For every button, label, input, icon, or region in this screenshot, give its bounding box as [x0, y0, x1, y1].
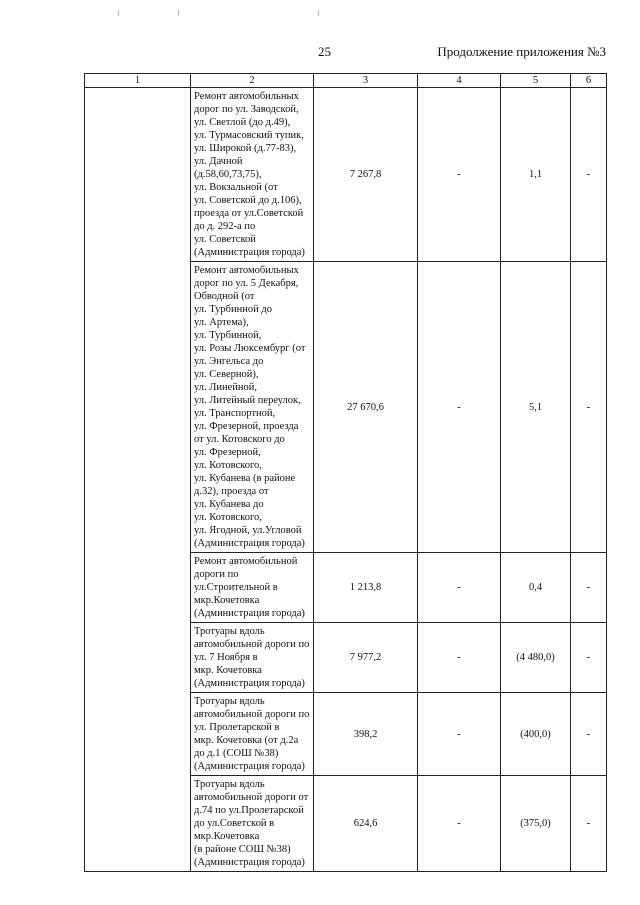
description-line: (Администрация города) [194, 247, 305, 258]
description-line: ул. Турбинной до [194, 304, 272, 315]
description-line: ул. Фрезерной, [194, 447, 261, 458]
description-line: ул. Энгельса до [194, 356, 264, 367]
description-line: дорог по ул. 5 Декабря, [194, 278, 299, 289]
description-line: от ул. Котовского до [194, 434, 285, 445]
description-line: до д. 292-а по [194, 221, 256, 232]
value-cell-c5: 0,4 [501, 553, 571, 623]
table-row [85, 88, 607, 262]
value-cell-c5: 5,1 [501, 262, 571, 553]
row-description [191, 88, 314, 262]
value-cell-c6: - [571, 623, 607, 693]
value-cell-c4: - [418, 553, 501, 623]
description-line: ул. Фрезерной, проезда [194, 421, 299, 432]
value-cell-c5: (400,0) [501, 693, 571, 776]
description-line: ул.Строительной в [194, 582, 278, 593]
description-line: проезда от ул.Советской [194, 208, 304, 219]
column-header: 1 [85, 74, 191, 88]
description-line: ул. Литейный переулок, [194, 395, 301, 406]
description-line: ул. Транспортной, [194, 408, 276, 419]
description-line: Ремонт автомобильных [194, 265, 299, 276]
value-cell-c4: - [418, 623, 501, 693]
value-cell-c3: 1 213,8 [314, 553, 418, 623]
column-header: 5 [501, 74, 571, 88]
column-header: 6 [571, 74, 607, 88]
description-line: (в районе СОШ №38) [194, 844, 291, 855]
description-line: ул. Кубанева (в районе [194, 473, 296, 484]
description-line: дороги по [194, 569, 239, 580]
value-cell-c6: - [571, 553, 607, 623]
description-line: ул. Котовского, [194, 512, 262, 523]
description-line: (Администрация города) [194, 761, 305, 772]
description-line: ул. Турмасовский тупик, [194, 130, 304, 141]
value-cell-c3: 7 267,8 [314, 88, 418, 262]
value-cell-c3: 398,2 [314, 693, 418, 776]
value-cell-c4: - [418, 776, 501, 872]
description-line: ул. Артема), [194, 317, 249, 328]
description-line: Ремонт автомобильных [194, 91, 299, 102]
description-line: Ремонт автомобильной [194, 556, 298, 567]
column-header: 3 [314, 74, 418, 88]
column-header: 4 [418, 74, 501, 88]
value-cell-c6: - [571, 88, 607, 262]
description-line: автомобильной дороги по [194, 639, 310, 650]
description-line: д.74 по ул.Пролетарской [194, 805, 304, 816]
value-cell-c4: - [418, 262, 501, 553]
description-line: ул. Советской [194, 234, 256, 245]
description-line: ул. Вокзальной (от [194, 182, 278, 193]
description-line: ул. Ягодной, ул.Угловой [194, 525, 302, 536]
value-cell-c4: - [418, 693, 501, 776]
description-line: мкр.Кочетовка [194, 831, 260, 842]
value-cell-c5: (4 480,0) [501, 623, 571, 693]
description-line: ул. Турбинной, [194, 330, 262, 341]
description-line: ул. Линейной, [194, 382, 258, 393]
description-line: Тротуары вдоль [194, 626, 265, 637]
description-line: до ул.Советской в [194, 818, 275, 829]
table-header-row [85, 74, 607, 88]
description-line: ул. Котовского, [194, 460, 262, 471]
description-line: автомобильной дороги от [194, 792, 309, 803]
description-line: автомобильной дороги по [194, 709, 310, 720]
value-cell-c5: (375,0) [501, 776, 571, 872]
description-line: (Администрация города) [194, 608, 305, 619]
description-line: (Администрация города) [194, 857, 305, 868]
empty-cell-col1 [85, 88, 191, 872]
description-line: (Администрация города) [194, 678, 305, 689]
row-description [191, 776, 314, 872]
value-cell-c5: 1,1 [501, 88, 571, 262]
description-line: ул. Кубанева до [194, 499, 264, 510]
description-line: мкр.Кочетовка [194, 595, 260, 606]
data-table [84, 73, 607, 872]
value-cell-c4: - [418, 88, 501, 262]
value-cell-c3: 624,6 [314, 776, 418, 872]
description-line: ул. Советской до д.106), [194, 195, 302, 206]
value-cell-c3: 7 977,2 [314, 623, 418, 693]
description-line: Тротуары вдоль [194, 696, 265, 707]
description-line: ул. Розы Люксембург (от [194, 343, 306, 354]
description-line: ул. Северной), [194, 369, 259, 380]
description-line: до д.1 (СОШ №38) [194, 748, 279, 759]
description-line: Тротуары вдоль [194, 779, 265, 790]
description-line: ул. Пролетарской в [194, 722, 280, 733]
continuation-title: Продолжение приложения №3 [437, 44, 606, 59]
page-number: 25 [318, 44, 331, 59]
row-description [191, 693, 314, 776]
row-description [191, 262, 314, 553]
description-line: дорог по ул. Заводской, [194, 104, 299, 115]
description-line: Обводной (от [194, 291, 255, 302]
value-cell-c6: - [571, 262, 607, 553]
description-line: (д.58,60,73,75), [194, 169, 262, 180]
description-line: (Администрация города) [194, 538, 305, 549]
description-line: ул. Дачной [194, 156, 243, 167]
description-line: ул. Светлой (до д.49), [194, 117, 291, 128]
column-header: 2 [191, 74, 314, 88]
value-cell-c6: - [571, 693, 607, 776]
description-line: мкр. Кочетовка (от д.2а [194, 735, 299, 746]
value-cell-c3: 27 670,6 [314, 262, 418, 553]
description-line: ул. Широкой (д.77-83), [194, 143, 297, 154]
value-cell-c6: - [571, 776, 607, 872]
description-line: ул. 7 Ноября в [194, 652, 258, 663]
row-description [191, 553, 314, 623]
description-line: мкр. Кочетовка [194, 665, 262, 676]
description-line: д.32), проезда от [194, 486, 269, 497]
row-description [191, 623, 314, 693]
